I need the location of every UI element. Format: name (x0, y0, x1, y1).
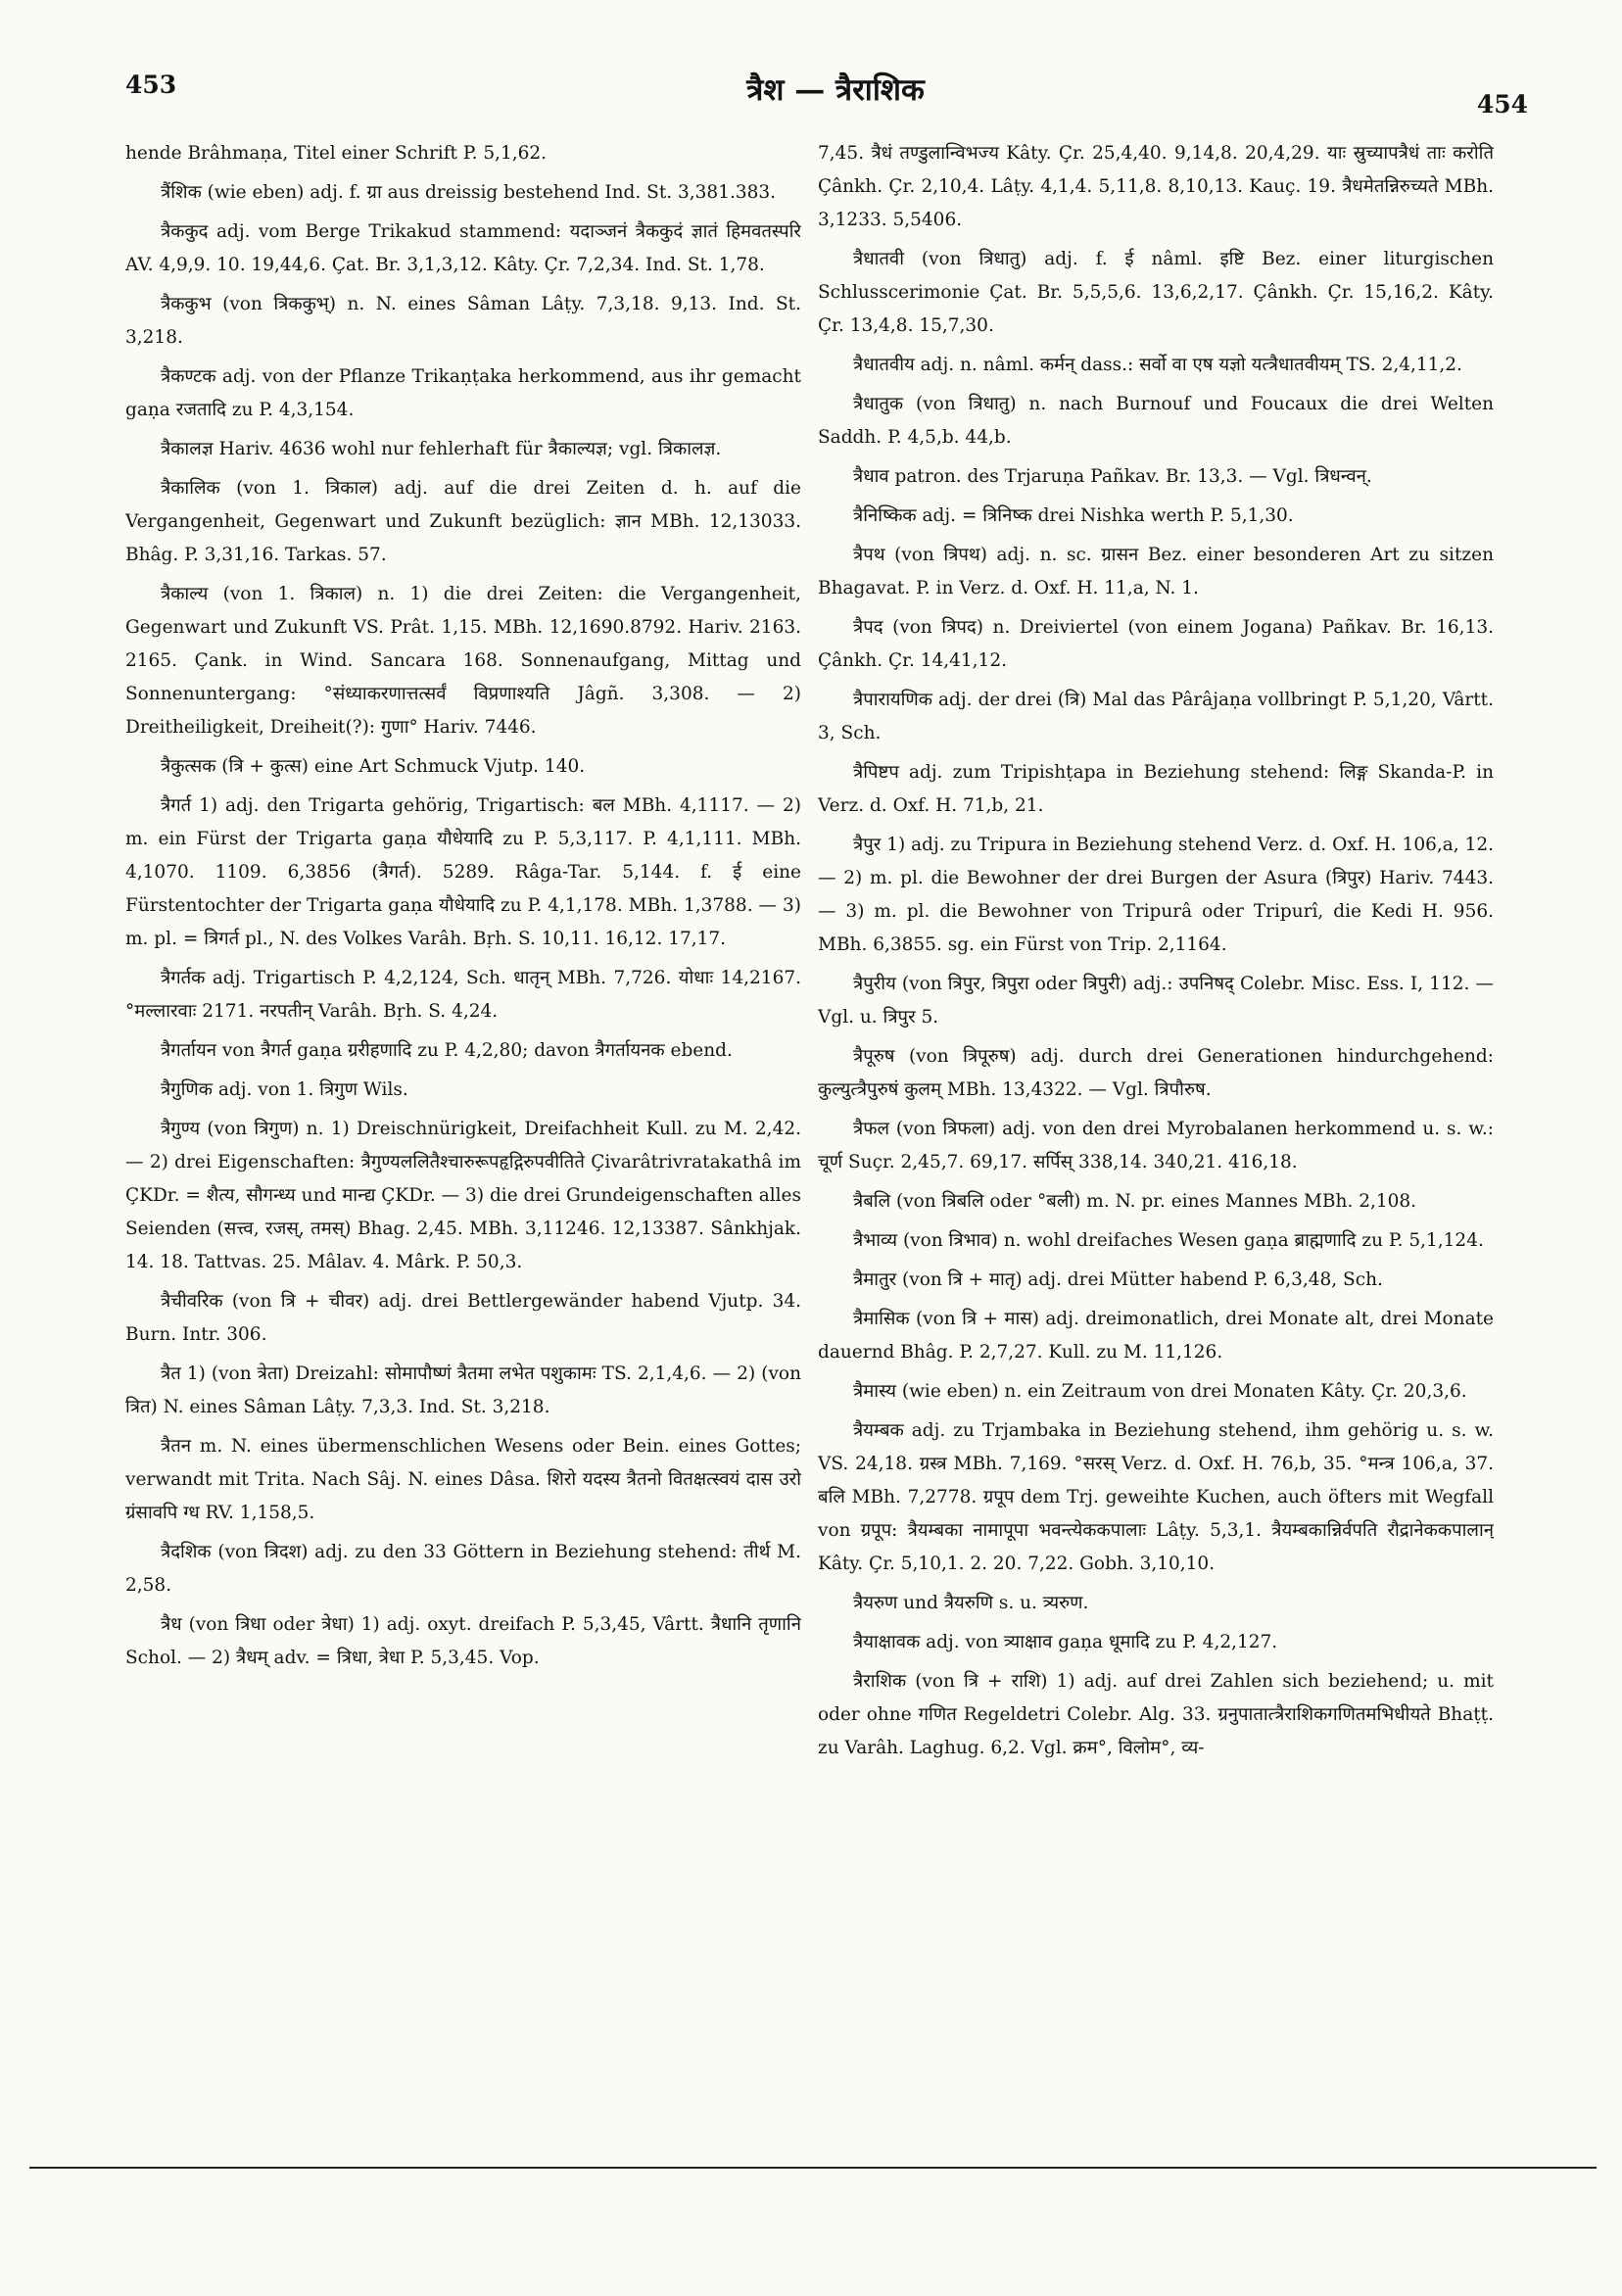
dictionary-entry: त्रैगुणिक adj. von 1. त्रिगुण Wils. (161, 1079, 408, 1100)
dictionary-entry: त्रैपुरीय (von त्रिपुर, त्रिपुरा oder त्रिपुरी) adj.: उपनिषद् Colebr. Misc. Ess. I, 112. — Vgl. u. त्रिपुर 5. (818, 974, 1494, 1028)
dictionary-entry: त्रैककुभ (von त्रिककुभ्) n. N. eines Sâman Lâṭy. 7,3,18. 9,13. Ind. St. 3,218. (125, 294, 801, 348)
dictionary-entry: त्रैमास्य (wie eben) n. ein Zeitraum von drei Monaten Kâty. Çr. 20,3,6. (853, 1381, 1467, 1402)
dictionary-entry: त्रैगर्तक adj. Trigartisch P. 4,2,124, Sch. धातृन् MBh. 7,726. योधाः 14,2167. °मल्लारवाः 2171. नरपतीन् Varâh. Bṛh. S. 4,24. (125, 968, 801, 1022)
dictionary-entry: त्रैफल (von त्रिफला) adj. von den drei Myrobalanen herkommend u. s. w.: चूर्ण Suçr. 2,45,7. 69,17. सर्पिस् 338,14. 340,21. 416,18. (818, 1119, 1494, 1172)
dictionary-entry: त्रैत 1) (von त्रेता) Dreizahl: सोमापौष्णं त्रैतमा लभेत पशुकामः TS. 2,1,4,6. — 2) (von त्रित) N. eines Sâman Lâṭy. 7,3,3. Ind. St. 3,218. (125, 1363, 801, 1417)
dictionary-entry: त्रैयरुण und त्रैयरुणि s. u. त्र्यरुण. (853, 1593, 1089, 1613)
dictionary-entry: त्रैकालिक (von 1. त्रिकाल) adj. auf die drei Zeiten d. h. auf die Vergangenheit, Gegenwart und Zukunft bezüglich: ज्ञान MBh. 12,13033. Bhâg. P. 3,31,16. Tarkas. 57. (125, 478, 801, 565)
right-column (818, 137, 1494, 2116)
dictionary-entry: त्रैपारायणिक adj. der drei (त्रि) Mal das Pârâjaṇa vollbringt P. 5,1,20, Vârtt. 3, Sch. (818, 690, 1494, 743)
dictionary-entry: त्रैपद (von त्रिपद) n. Dreiviertel (von einem Jogana) Pañkav. Br. 16,13. Çânkh. Çr. 14,41,12. (818, 617, 1494, 671)
footer-rule (29, 2167, 1597, 2169)
dictionary-entry: त्रैकण्टक adj. von der Pflanze Trikaṇṭaka herkommend, aus ihr gemacht gaṇa रजतादि zu P. 4,3,154. (125, 366, 801, 420)
dictionary-entry: त्रैमातुर (von त्रि + मातृ) adj. drei Mütter habend P. 6,3,48, Sch. (853, 1269, 1383, 1290)
dictionary-entry: 7,45. त्रैधं तण्डुलान्विभज्य Kâty. Çr. 25,4,40. 9,14,8. 20,4,29. याः स्रुच्यापत्रैधं ताः करोति Çânkh. Çr. 2,10,4. Lâṭy. 4,1,4. 5,11,8. 8,10,13. Kauç. 19. त्रैधमेतन्निरुच्यते MBh. 3,1233. 5,5406. (818, 143, 1494, 230)
dictionary-entry: त्रैधातुक (von त्रिधातु) n. nach Burnouf und Foucaux die drei Welten Saddh. P. 4,5,b. 44,b. (818, 394, 1494, 448)
left-column (125, 137, 801, 2116)
dictionary-entry: त्रैचीवरिक (von त्रि + चीवर) adj. drei Bettlergewänder habend Vjutp. 34. Burn. Intr. 306. (125, 1291, 801, 1345)
dictionary-entry: त्रैदशिक (von त्रिदश) adj. zu den 33 Göttern in Beziehung stehend: तीर्थ M. 2,58. (125, 1542, 801, 1596)
dictionary-entry: त्रैगुण्य (von त्रिगुण) n. 1) Dreischnürigkeit, Dreifachheit Kull. zu M. 2,42. — 2) drei Eigenschaften: त्रैगुण्यललितैश्चारुरूपहृद्गिरुपवीतिते Çivarâtrivratakathâ im ÇKDr. = शैत्य, सौगन्ध्य und मान्द्य ÇKDr. — 3) die drei Grundeigenschaften alles Seienden (सत्त्व, रजस्, तमस्) Bhag. 2,45. MBh. 3,11246. 12,13387. Sânkhjak. 14. 18. Tattvas. 25. Mâlav. 4. Mârk. P. 50,3. (125, 1119, 801, 1272)
dictionary-entry: त्रैपथ (von त्रिपथ) adj. n. sc. ग्रासन Bez. einer besonderen Art zu sitzen Bhagavat. P. in Verz. d. Oxf. H. 11,a, N. 1. (818, 545, 1494, 598)
dictionary-entry: त्रैमासिक (von त्रि + मास) adj. dreimonatlich, drei Monate alt, drei Monate dauernd Bhâg. P. 2,7,27. Kull. zu M. 11,126. (818, 1309, 1494, 1363)
dictionary-entry: त्रैंशिक (wie eben) adj. f. ग्रा aus dreissig bestehend Ind. St. 3,381.383. (161, 182, 777, 203)
dictionary-entry: त्रैधाव patron. des Trjaruṇa Pañkav. Br. 13,3. — Vgl. त्रिधन्वन्. (853, 466, 1372, 487)
page-number-left: 453 (125, 71, 177, 99)
dictionary-entry: त्रैयम्बक adj. zu Trjambaka in Beziehung stehend, ihm gehörig u. s. w. VS. 24,18. ग्रस्त्र MBh. 7,169. °सरस् Verz. d. Oxf. H. 76,b, 35. °मन्त्र 106,a, 37. बलि MBh. 7,2778. ग्रपूप dem Trj. geweihte Kuchen, auch öfters mit Wegfall von ग्रपूप: त्रैयम्बका नामापूपा भवन्त्येककपालाः Lâṭy. 5,3,1. त्रैयम्बकान्निर्वपति रौद्रानेककपालान् Kâty. Çr. 5,10,1. 2. 20. 7,22. Gobh. 3,10,10. (818, 1420, 1494, 1574)
dictionary-entry: त्रैभाव्य (von त्रिभाव) n. wohl dreifaches Wesen gaṇa ब्राह्मणादि zu P. 5,1,124. (853, 1230, 1484, 1251)
dictionary-entry: त्रैगर्तायन von त्रैगर्त gaṇa ग्ररीहणादि zu P. 4,2,80; davon त्रैगर्तायनक ebend. (161, 1040, 733, 1061)
dictionary-entry: त्रैधातवी (von त्रिधातु) adj. f. ई nâml. इष्टि Bez. einer liturgischen Schlusscerimonie Çat. Br. 5,5,5,6. 13,6,2,17. Çânkh. Çr. 15,16,2. Kâty. Çr. 13,4,8. 15,7,30. (818, 249, 1494, 336)
dictionary-entry: त्रैध (von त्रिधा oder त्रेधा) 1) adj. oxyt. dreifach P. 5,3,45, Vârtt. त्रैधानि तृणानि Schol. — 2) त्रैधम् adv. = त्रिधा, त्रेधा P. 5,3,45. Vop. (125, 1614, 801, 1668)
running-head: त्रैश — त्रैराशिक (746, 72, 925, 108)
dictionary-entry: त्रैपुर 1) adj. zu Tripura in Beziehung stehend Verz. d. Oxf. H. 106,a, 12. — 2) m. pl. die Bewohner der drei Burgen der Asura (त्रिपुर) Hariv. 7443. — 3) m. pl. die Bewohner von Tripurâ oder Tripurî, die Kedi H. 956. MBh. 6,3855. sg. ein Fürst von Trip. 2,1164. (818, 835, 1494, 955)
dictionary-entry: त्रैधातवीय adj. n. nâml. कर्मन् dass.: सर्वो वा एष यज्ञो यत्त्रैधातवीयम् TS. 2,4,11,2. (853, 355, 1462, 375)
dictionary-entry: त्रैकुत्सक (त्रि + कुत्स) eine Art Schmuck Vjutp. 140. (161, 756, 586, 777)
dictionary-entry: त्रैपिष्टप adj. zum Tripishṭapa in Beziehung stehend: लिङ्ग Skanda-P. in Verz. d. Oxf. H. 71,b, 21. (818, 762, 1494, 816)
dictionary-entry: त्रैगर्त 1) adj. den Trigarta gehörig, Trigartisch: बल MBh. 4,1117. — 2) m. ein Fürst der Trigarta gaṇa यौधेयादि zu P. 5,3,117. P. 4,1,111. MBh. 4,1070. 1109. 6,3856 (त्रैगर्त). 5289. Râga-Tar. 5,144. f. ई eine Fürstentochter der Trigarta gaṇa यौधेयादि zu P. 4,1,178. MBh. 1,3788. — 3) m. pl. = त्रिगर्त pl., N. des Volkes Varâh. Bṛh. S. 10,11. 16,12. 17,17. (125, 795, 801, 949)
dictionary-entry: त्रैबलि (von त्रिबलि oder °बली) m. N. pr. eines Mannes MBh. 2,108. (853, 1191, 1417, 1212)
page-header (125, 63, 1528, 121)
dictionary-entry: त्रैपूरुष (von त्रिपूरुष) adj. durch drei Generationen hindurchgehend: कुल्युत्त्रैपुरुषं कुलम् MBh. 13,4322. — Vgl. त्रिपौरुष. (818, 1046, 1494, 1100)
page-number-right: 454 (1476, 90, 1528, 119)
dictionary-entry: त्रैयाक्षावक adj. von त्र्याक्षाव gaṇa धूमादि zu P. 4,2,127. (853, 1632, 1278, 1652)
dictionary-entry: त्रैकाल्य (von 1. त्रिकाल) n. 1) die drei Zeiten: die Vergangenheit, Gegenwart und Zukunft VS. Prât. 1,15. MBh. 12,1690.8792. Hariv. 2163. 2165. Çank. in Wind. Sancara 168. Sonnenaufgang, Mittag und Sonnenuntergang: °संध्याकरणात्तत्सर्वं विप्रणाश्यति Jâgñ. 3,308. — 2) Dreitheiligkeit, Dreiheit(?): गुणा° Hariv. 7446. (125, 584, 801, 738)
dictionary-entry: त्रैकालज्ञ Hariv. 4636 wohl nur fehlerhaft für त्रैकाल्यज्ञ; vgl. त्रिकालज्ञ. (161, 439, 722, 459)
dictionary-entry: त्रैराशिक (von त्रि + राशि) 1) adj. auf drei Zahlen sich beziehend; u. mit oder ohne गणित Regeldetri Colebr. Alg. 33. ग्रनुपातात्त्रैराशिकगणितमभिधीयते Bhaṭṭ. zu Varâh. Laghug. 6,2. Vgl. क्रम°, विलोम°, व्य- (818, 1671, 1494, 1758)
dictionary-entry: त्रैककुद adj. vom Berge Trikakud stammend: यदाञ्जनं त्रैककुदं ज्ञातं हिमवतस्परि AV. 4,9,9. 10. 19,44,6. Çat. Br. 3,1,3,12. Kâty. Çr. 7,2,34. Ind. St. 1,78. (125, 221, 801, 275)
dictionary-entry: hende Brâhmaṇa, Titel einer Schrift P. 5,1,62. (125, 143, 548, 164)
dictionary-entry: त्रैतन m. N. eines übermenschlichen Wesens oder Bein. eines Gottes; verwandt mit Trita. Nach Sâj. N. eines Dâsa. शिरो यदस्य त्रैतनो वितक्षत्स्वयं दास उरो ग्रंसावपि ग्ध RV. 1,158,5. (125, 1436, 801, 1523)
dictionary-entry: त्रैनिष्किक adj. = त्रिनिष्क drei Nishka werth P. 5,1,30. (853, 505, 1294, 526)
